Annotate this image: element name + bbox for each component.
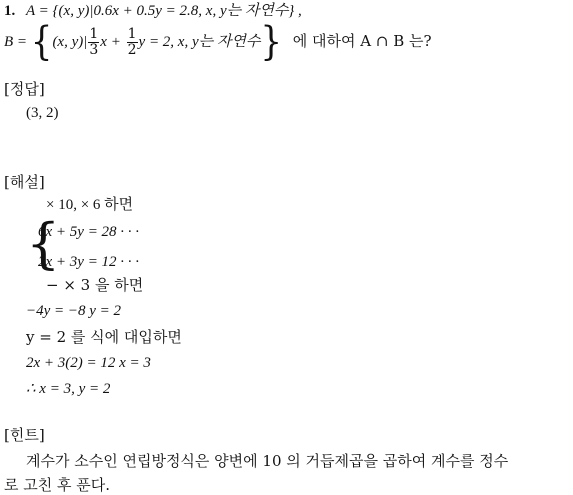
problem-line-1 bbox=[4, 0, 302, 21]
set-b-label: B = bbox=[4, 34, 31, 50]
answer-heading: [정답] bbox=[4, 80, 45, 98]
set-b-rest: y = 2, x, y는 자연수 bbox=[138, 34, 261, 50]
problem-number: 1. bbox=[4, 3, 16, 19]
solution-step-1: × 10, × 6 하면 bbox=[46, 197, 134, 213]
hint-line-1: 계수가 소수인 연립방정식은 양변에 10 의 거듭제곱을 곱하여 계수를 정수 bbox=[26, 452, 509, 470]
equation-2: 2x + 3y = 12 · · · bbox=[38, 254, 140, 270]
solution-step-3: −4y = −8 y = 2 bbox=[26, 303, 122, 319]
close-brace: } bbox=[260, 19, 282, 65]
system-brace: { bbox=[26, 212, 61, 275]
equation-1: 6x + 5y = 28 · · · bbox=[38, 224, 140, 240]
hint-heading: [힌트] bbox=[4, 426, 45, 444]
problem-question: 에 대하여 A ∩ B 는? bbox=[292, 32, 432, 50]
solution-step-6: ∴ x = 3, y = 2 bbox=[26, 381, 111, 397]
fraction-one-half: $\frac{1}{2}$ bbox=[127, 25, 137, 58]
problem-line-2 bbox=[4, 19, 432, 65]
answer-value: (3, 2) bbox=[26, 105, 59, 121]
set-a-definition: A = {(x, y)|0.6x + 0.5y = 2.8, x, y는 자연수} , bbox=[26, 3, 302, 19]
hint-line-2: 로 고친 후 푼다. bbox=[4, 476, 111, 494]
solution-step-4: y = 2 를 식에 대입하면 bbox=[26, 328, 182, 346]
solution-step-2: − × 3 을 하면 bbox=[46, 276, 144, 294]
set-b-pair: (x, y)| bbox=[52, 34, 88, 50]
solution-heading: [해설] bbox=[4, 173, 45, 191]
solution-step-5: 2x + 3(2) = 12 x = 3 bbox=[26, 355, 151, 371]
open-brace: { bbox=[30, 19, 53, 65]
set-b-mid: x + bbox=[100, 34, 121, 50]
fraction-one-third: $\frac{1}{3}$ bbox=[89, 25, 99, 58]
